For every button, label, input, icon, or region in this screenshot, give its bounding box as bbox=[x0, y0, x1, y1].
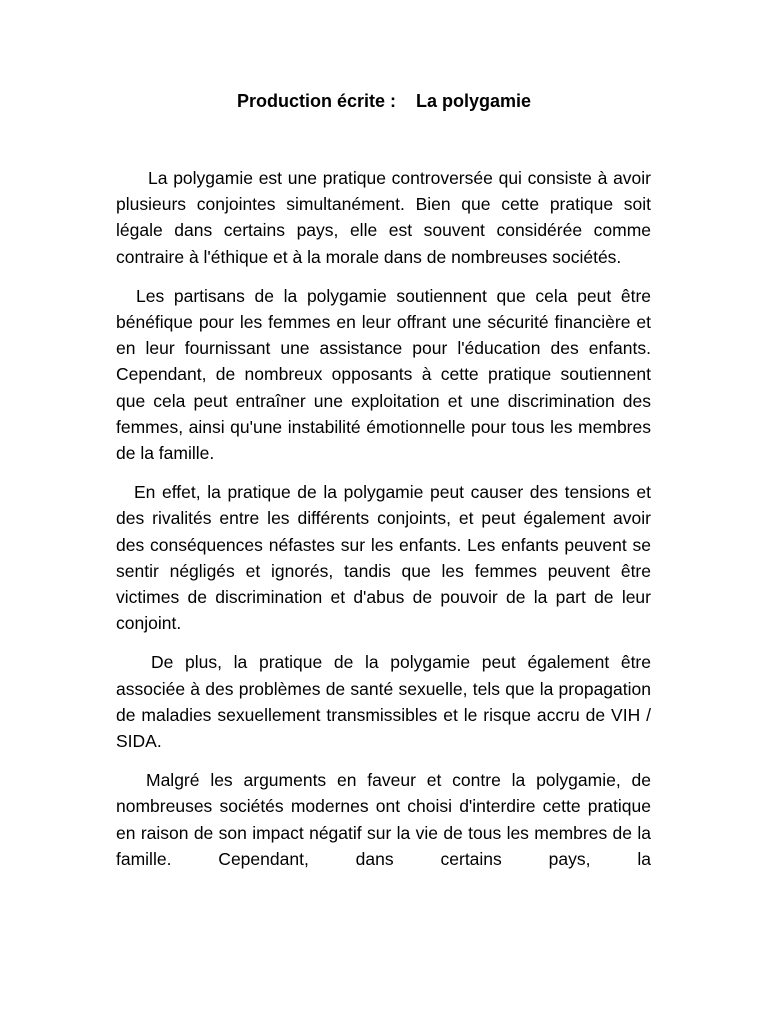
document-title: Production écrite : La polygamie bbox=[236, 91, 532, 111]
paragraph-3: En effet, la pratique de la polygamie peut causer des tensions et des rivalités entre les différents conjoints, et peut également avoir des conséquences néfastes sur les enfants. Les enfants peuvent se sentir négligés et ignorés, tandis que les femmes peuvent être victimes de discrimination et d'abus de pouvoir de la part de leur conjoint. bbox=[116, 482, 651, 634]
document-body bbox=[116, 165, 651, 885]
paragraph-2: Les partisans de la polygamie soutiennent que cela peut être bénéfique pour les femmes en leur offrant une sécurité financière et en leur fournissant une assistance pour l'éducation des enfants. Cependant, de nombreux opposants à cette pratique soutiennent que cela peut entraîner une exploitation et une discrimination des femmes, ainsi qu'une instabilité émotionnelle pour tous les membres de la famille. bbox=[116, 285, 651, 464]
paragraph-5: Malgré les arguments en faveur et contre la polygamie, de nombreuses sociétés modernes ont choisi d'interdire cette pratique en raison de son impact négatif sur la vie de tous les membres de la famille. Cependant, dans certains pays, la bbox=[116, 770, 651, 869]
paragraph-1: La polygamie est une pratique controversée qui consiste à avoir plusieurs conjointes simultanément. Bien que cette pratique soit légale dans certains pays, elle est souvent considérée comme contraire à l'éthique et à la morale dans de nombreuses sociétés. bbox=[116, 168, 651, 267]
paragraph-4: De plus, la pratique de la polygamie peut également être associée à des problèmes de santé sexuelle, tels que la propagation de maladies sexuellement transmissibles et le risque accru de VIH / SIDA. bbox=[116, 652, 651, 752]
